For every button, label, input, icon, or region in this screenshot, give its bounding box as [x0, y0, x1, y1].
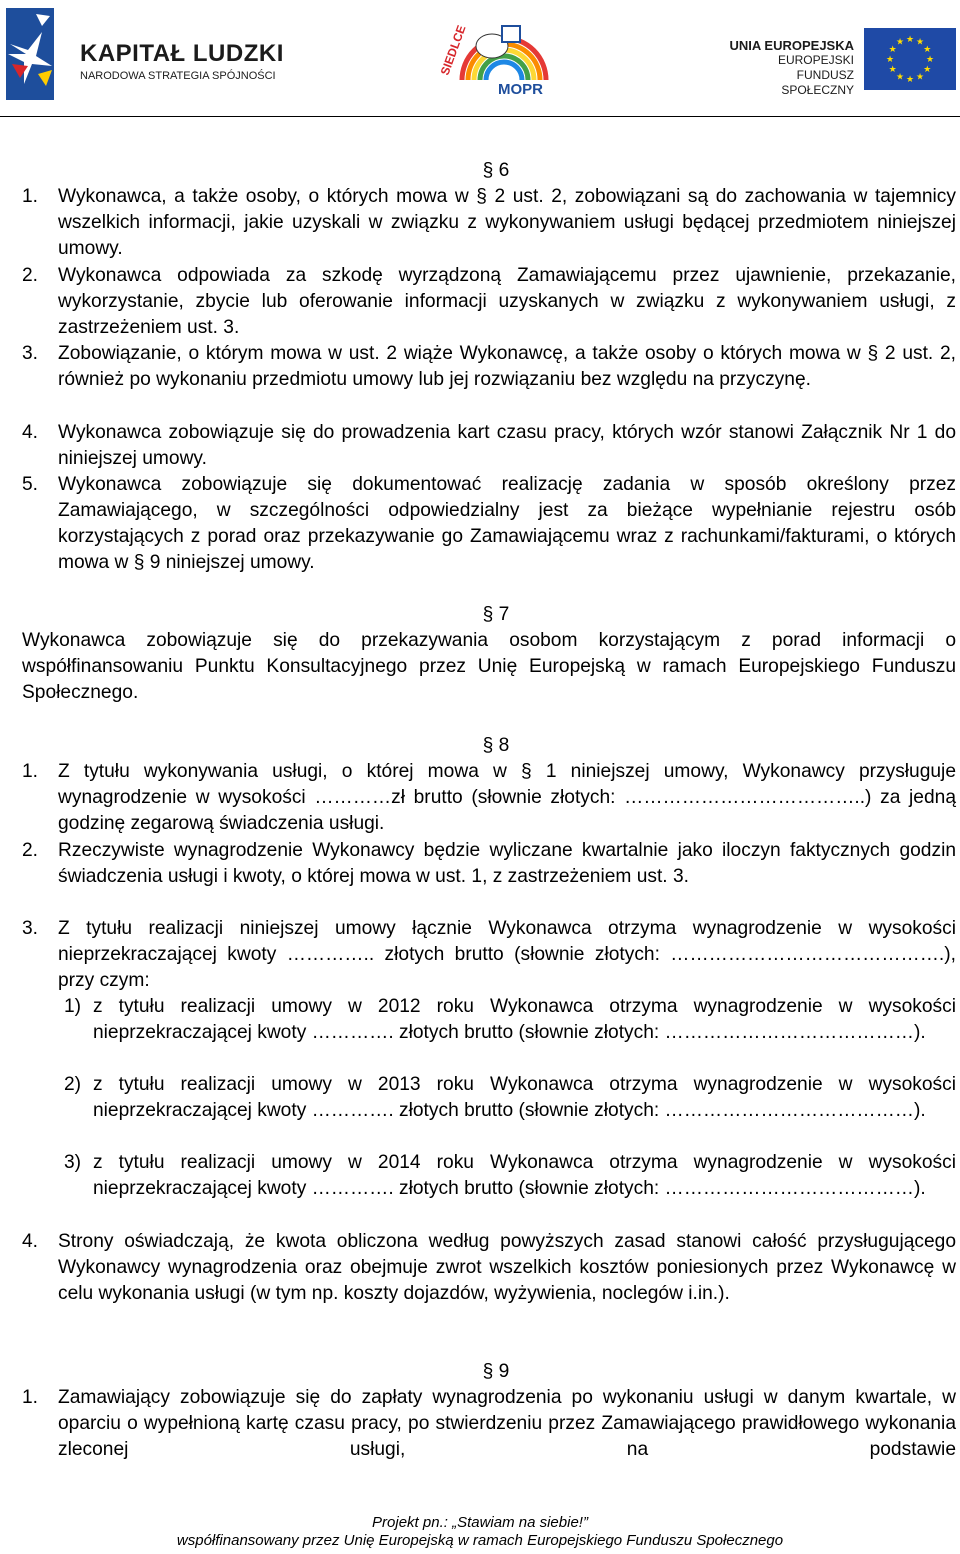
eu-star-icon: ★	[888, 45, 897, 55]
s6-item-5-number: 5.	[22, 474, 39, 495]
eu-flag-icon	[864, 28, 956, 90]
eu-star-icon: ★	[905, 35, 915, 45]
s8-subitem-2-number: 2)	[64, 1074, 82, 1095]
page-footer	[0, 1514, 960, 1550]
mopr-logo	[440, 6, 550, 96]
s8-item-4-number: 4.	[22, 1231, 39, 1252]
eu-star-icon: ★	[915, 37, 925, 48]
s8-item-2-number: 2.	[22, 840, 39, 861]
eu-star-icon: ★	[915, 72, 925, 83]
eu-star-icon: ★	[888, 65, 897, 75]
s6-item-5-text: Wykonawca zobowiązuje się dokumentować realizację zadania w sposób określony przez Zamawiającego, w szczególności odpowiedzialny jest za bieżące wypełnianie rejestru osób korzystających z porad oraz przekazywanie go Zamawiającemu wraz z rachunkami/fakturami, o których mowa w § 9 niniejszej umowy.	[58, 474, 956, 573]
section-9-heading: § 9	[482, 1361, 510, 1382]
mopr-rainbow-icon	[440, 6, 550, 96]
s6-item-1-number: 1.	[22, 186, 39, 207]
s8-item-2-text: Rzeczywiste wynagrodzenie Wykonawcy będzie wyliczane kwartalnie jako iloczyn faktycznych godzin świadczenia usługi i kwoty, o której mowa w ust. 1, z zastrzeżeniem ust. 3.	[58, 840, 956, 887]
eu-star-icon: ★	[923, 45, 932, 55]
eu-label	[724, 38, 854, 98]
s9-item-1-number: 1.	[22, 1387, 39, 1408]
footer-cofinancing: współfinansowany przez Unię Europejską w ramach Europejskiego Funduszu Społecznego	[176, 1532, 784, 1549]
mopr-city-label: SIEDLCE	[440, 23, 469, 78]
s6-item-4-text: Wykonawca zobowiązuje się do prowadzenia kart czasu pracy, których wzór stanowi Załącznik Nr 1 do niniejszej umowy.	[58, 422, 956, 469]
s8-item-1-text: Z tytułu wykonywania usługi, o której mowa w § 1 niniejszej umowy, Wykonawcy przysługuje wynagrodzenie w wysokości …………zł brutto (słownie złotych: ………………………………..) za jedną godzinę zegarową świadczenia usługi.	[58, 761, 956, 834]
eu-star-icon: ★	[923, 65, 932, 75]
eu-line-2: EUROPEJSKI	[777, 53, 854, 67]
s9-item-1-text: Zamawiający zobowiązuje się do zapłaty wynagrodzenia po wykonaniu usługi w danym kwartale, w oparciu o wypełnioną kartę czasu pracy, po stwierdzeniu przez Zamawiającego prawidłowego wykonania zleconej usługi, na podstawie	[58, 1387, 956, 1460]
kapital-ludzki-subtitle: NARODOWA STRATEGIA SPÓJNOŚCI	[80, 70, 276, 82]
eu-line-1: UNIA EUROPEJSKA	[729, 38, 854, 53]
s8-subitem-3-number: 3)	[64, 1152, 82, 1173]
footer-project-name: Projekt pn.: „Stawiam na siebie!”	[372, 1514, 588, 1531]
section-8-heading: § 8	[482, 735, 510, 756]
s6-item-2-number: 2.	[22, 265, 39, 286]
kapital-ludzki-logo	[2, 4, 292, 104]
s6-item-3-number: 3.	[22, 343, 39, 364]
section-7-heading: § 7	[482, 604, 510, 625]
s6-item-2-text: Wykonawca odpowiada za szkodę wyrządzoną Zamawiającemu przez ujawnienie, przekazanie, wykorzystanie, zbycie lub oferowanie informacji uzyskanych w związku z wykonywaniem usługi, z zastrzeżeniem ust. 3.	[58, 265, 956, 338]
header-divider	[0, 116, 960, 117]
section-6-heading: § 6	[482, 160, 510, 181]
s8-item-4-text: Strony oświadczają, że kwota obliczona według powyższych zasad stanowi całość przysługującego Wykonawcy wynagrodzenia oraz obejmuje zwrot wszelkich kosztów poniesionych przez Wykonawcę w celu wykonania usługi (w tym np. koszty dojazdów, wyżywienia, noclegów i.in.).	[58, 1231, 956, 1304]
s6-item-1-text: Wykonawca, a także osoby, o których mowa w § 2 ust. 2, zobowiązani są do zachowania w tajemnicy wszelkich informacji, jakie uzyskali w związku z wykonywaniem usługi będącej przedmiotem niniejszej umowy.	[58, 186, 956, 259]
kapital-ludzki-title: KAPITAŁ LUDZKI	[80, 40, 284, 67]
eu-star-icon: ★	[895, 72, 905, 83]
s6-item-3-text: Zobowiązanie, o którym mowa w ust. 2 wiąże Wykonawcę, a także osoby o których mowa w § 2 ust. 2, również po wykonaniu przedmiotu umowy lub jej rozwiązaniu bez względu na przyczynę.	[58, 343, 956, 390]
s7-text: Wykonawca zobowiązuje się do przekazywania osobom korzystającym z porad informacji o współfinansowaniu Punktu Konsultacyjnego przez Unię Europejską w ramach Europejskiego Funduszu Społecznego.	[22, 630, 956, 703]
eu-star-icon: ★	[905, 75, 915, 85]
kapital-ludzki-emblem-icon	[2, 4, 80, 104]
s8-subitem-1-text: z tytułu realizacji umowy w 2012 roku Wykonawca otrzyma wynagrodzenie w wysokości nieprzekraczającej kwoty …………. złotych brutto (słownie złotych: …………………………………).	[93, 996, 956, 1043]
eu-star-icon: ★	[885, 55, 895, 65]
s8-subitem-1-number: 1)	[64, 996, 82, 1017]
s8-subitem-3-text: z tytułu realizacji umowy w 2014 roku Wykonawca otrzyma wynagrodzenie w wysokości nieprzekraczającej kwoty …………. złotych brutto (słownie złotych: …………………………………).	[93, 1152, 956, 1199]
eu-star-icon: ★	[895, 37, 905, 48]
eu-star-icon: ★	[925, 55, 935, 65]
page-header	[0, 0, 960, 118]
s8-item-3-text: Z tytułu realizacji niniejszej umowy łącznie Wykonawca otrzyma wynagrodzenie w wysokości nieprzekraczającej kwoty ………….. złotych brutto (słownie złotych: …………………………………….), przy czym:	[58, 918, 956, 991]
s6-item-4-number: 4.	[22, 422, 39, 443]
mopr-label: MOPR	[498, 81, 543, 96]
s8-item-3-number: 3.	[22, 918, 39, 939]
s8-subitem-2-text: z tytułu realizacji umowy w 2013 roku Wykonawca otrzyma wynagrodzenie w wysokości nieprzekraczającej kwoty …………. złotych brutto (słownie złotych: …………………………………).	[93, 1074, 956, 1121]
eu-line-3: FUNDUSZ SPOŁECZNY	[781, 68, 854, 97]
s8-item-1-number: 1.	[22, 761, 39, 782]
